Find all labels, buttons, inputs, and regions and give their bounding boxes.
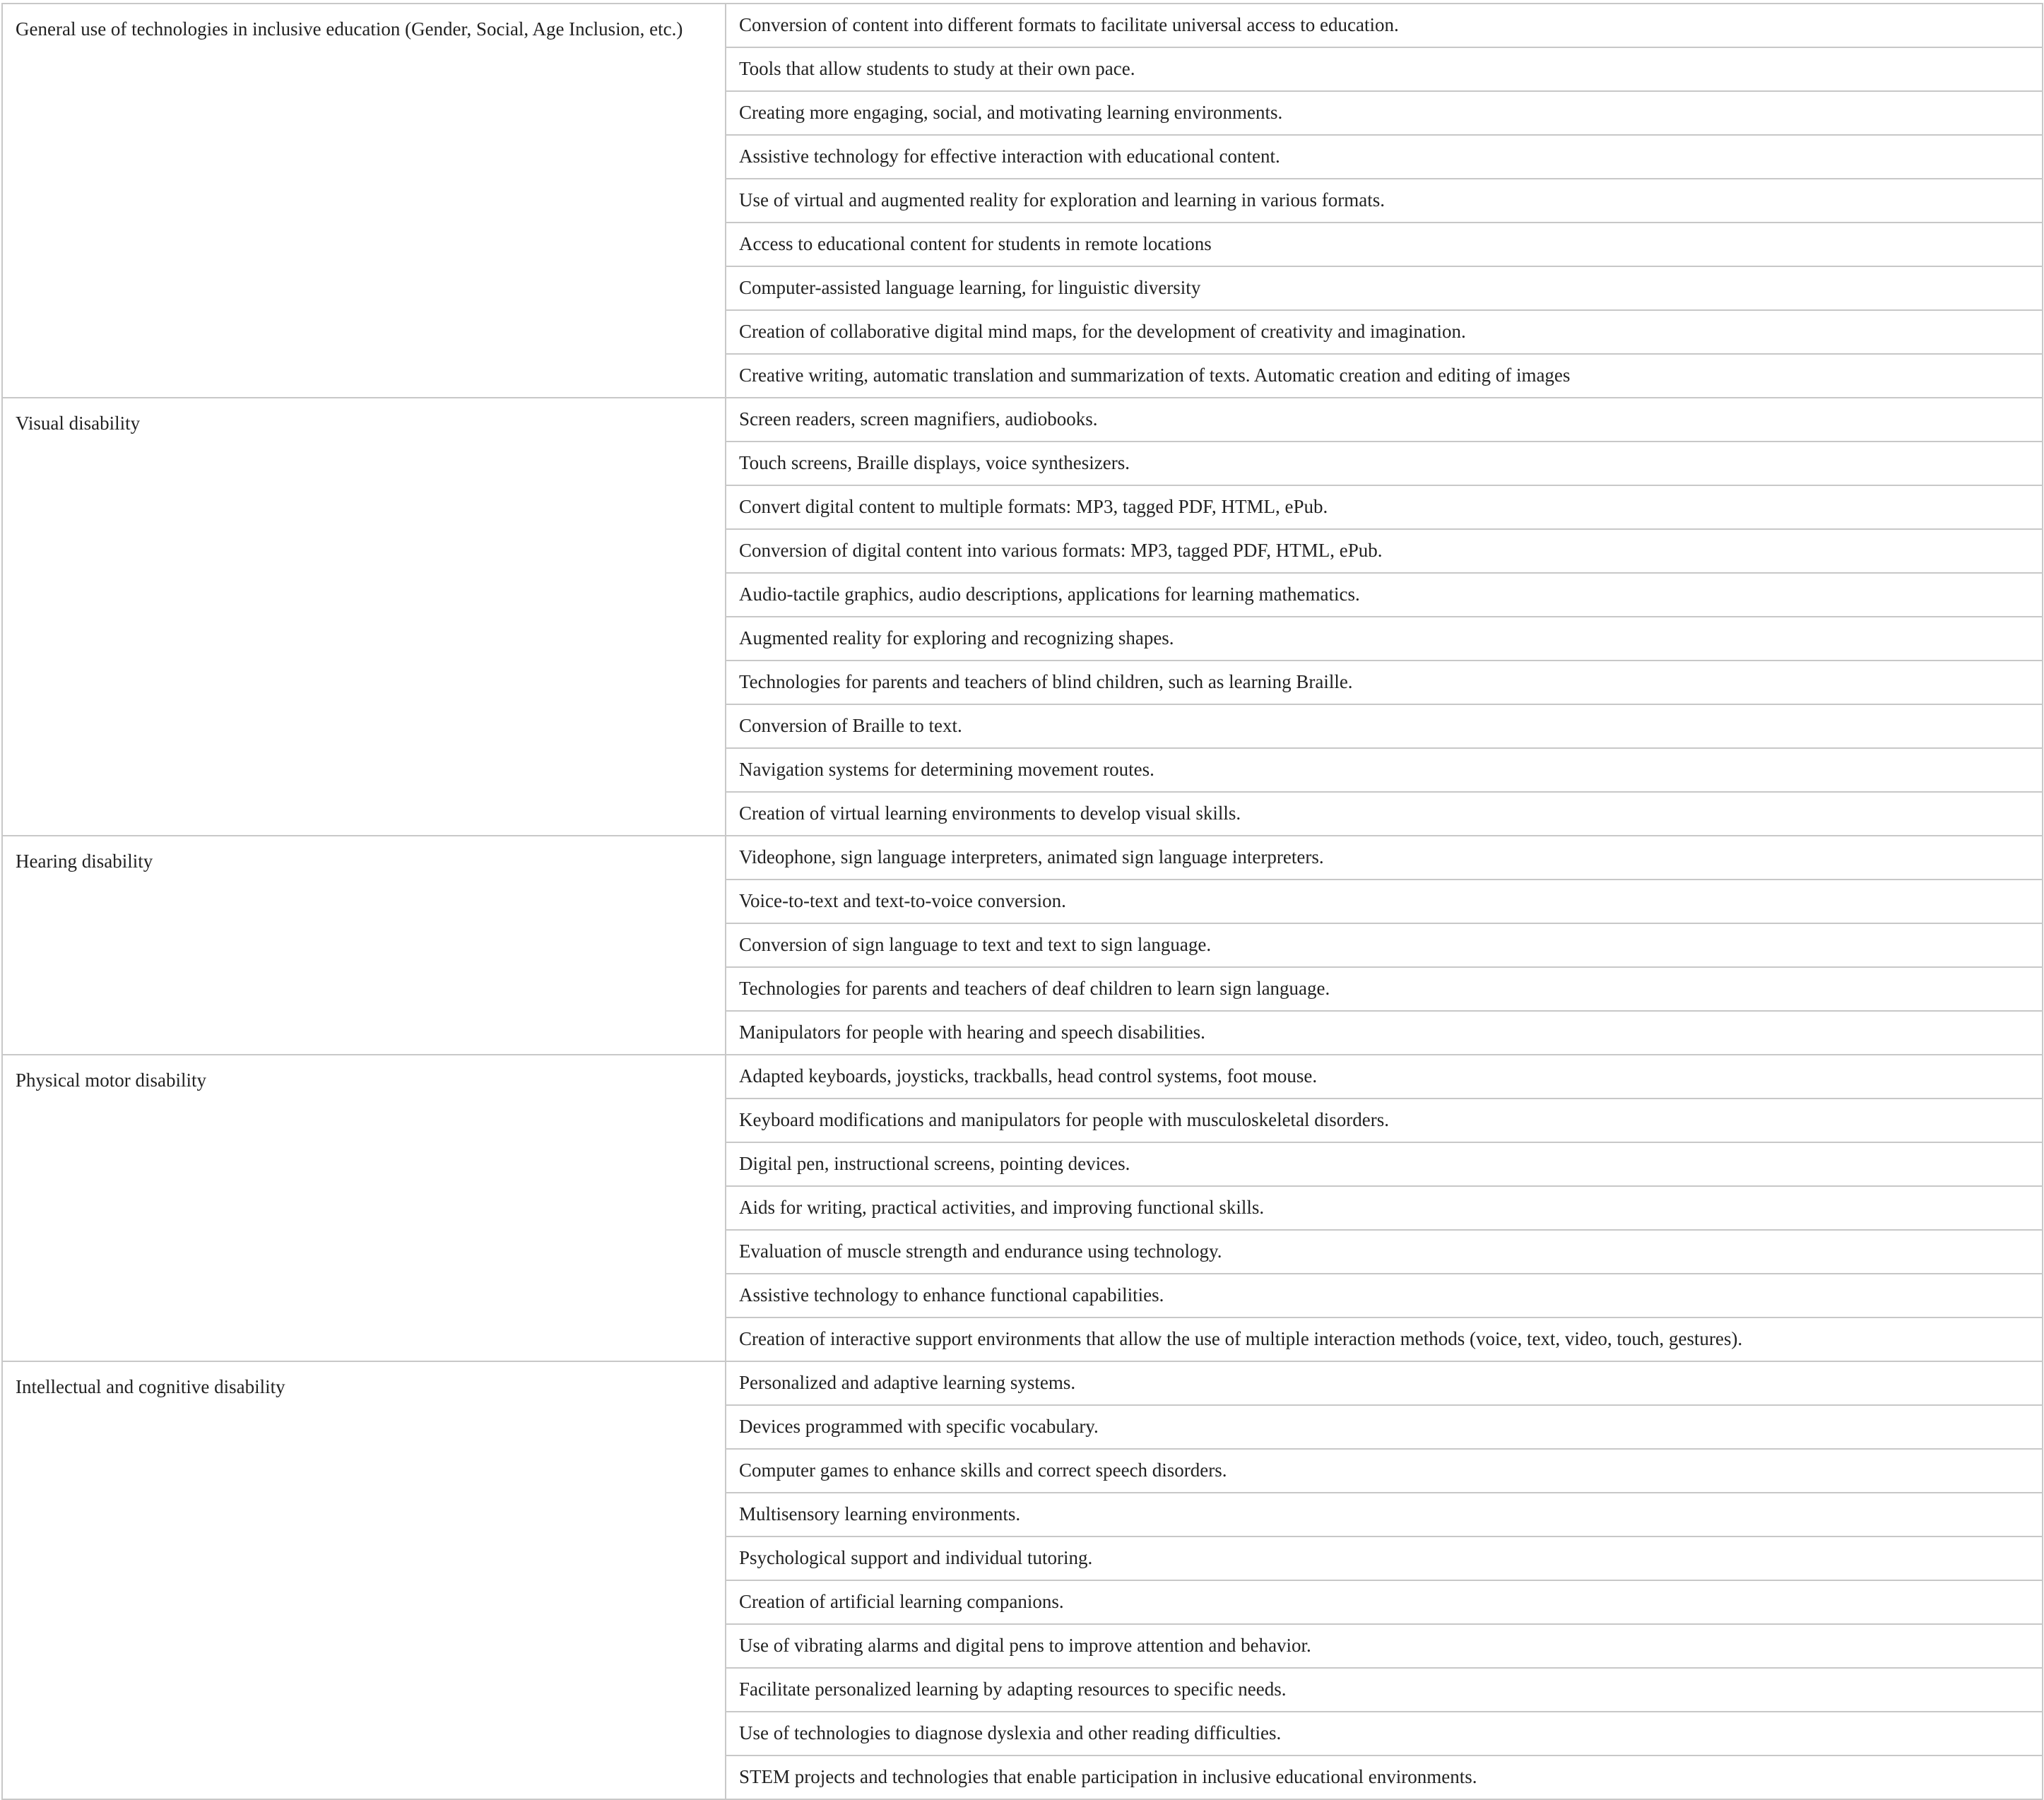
technology-item-cell: Conversion of digital content into various formats: MP3, tagged PDF, HTML, ePub.	[726, 529, 2043, 573]
technology-table-container	[1, 3, 2042, 1800]
technology-item-cell: Videophone, sign language interpreters, animated sign language interpreters.	[726, 836, 2043, 880]
technology-item-cell: Evaluation of muscle strength and endurance using technology.	[726, 1230, 2043, 1274]
technology-item-cell: Use of technologies to diagnose dyslexia and other reading difficulties.	[726, 1712, 2043, 1755]
category-cell: Hearing disability	[2, 836, 726, 1055]
technology-item-cell: Voice-to-text and text-to-voice conversion.	[726, 880, 2043, 923]
technology-item-cell: Conversion of Braille to text.	[726, 704, 2043, 748]
technology-item-cell: Assistive technology to enhance functional capabilities.	[726, 1274, 2043, 1318]
technology-item-cell: Use of virtual and augmented reality for exploration and learning in various formats.	[726, 179, 2043, 223]
technology-item-cell: Convert digital content to multiple formats: MP3, tagged PDF, HTML, ePub.	[726, 485, 2043, 529]
technology-item-cell: Creative writing, automatic translation and summarization of texts. Automatic creation and editing of images	[726, 354, 2043, 398]
technology-item-cell: Assistive technology for effective interaction with educational content.	[726, 135, 2043, 179]
technology-item-cell: Creation of collaborative digital mind maps, for the development of creativity and imagination.	[726, 310, 2043, 354]
table-row	[2, 1361, 2043, 1405]
technology-item-cell: Use of vibrating alarms and digital pens to improve attention and behavior.	[726, 1624, 2043, 1668]
technology-item-cell: Creation of artificial learning companions.	[726, 1580, 2043, 1624]
category-cell: Physical motor disability	[2, 1055, 726, 1361]
table-body	[2, 4, 2043, 1799]
technology-item-cell: Manipulators for people with hearing and speech disabilities.	[726, 1011, 2043, 1055]
technology-table	[1, 3, 2043, 1800]
technology-item-cell: Audio-tactile graphics, audio descriptions, applications for learning mathematics.	[726, 573, 2043, 617]
technology-item-cell: Conversion of sign language to text and text to sign language.	[726, 923, 2043, 967]
technology-item-cell: Devices programmed with specific vocabulary.	[726, 1405, 2043, 1449]
technology-item-cell: Psychological support and individual tutoring.	[726, 1536, 2043, 1580]
technology-item-cell: Digital pen, instructional screens, pointing devices.	[726, 1142, 2043, 1186]
technology-item-cell: Conversion of content into different formats to facilitate universal access to education.	[726, 4, 2043, 47]
technology-item-cell: Multisensory learning environments.	[726, 1493, 2043, 1536]
category-cell: Visual disability	[2, 398, 726, 836]
table-row	[2, 398, 2043, 442]
technology-item-cell: Creating more engaging, social, and motivating learning environments.	[726, 91, 2043, 135]
technology-item-cell: Adapted keyboards, joysticks, trackballs, head control systems, foot mouse.	[726, 1055, 2043, 1099]
technology-item-cell: Computer-assisted language learning, for linguistic diversity	[726, 266, 2043, 310]
technology-item-cell: Computer games to enhance skills and correct speech disorders.	[726, 1449, 2043, 1493]
technology-item-cell: Technologies for parents and teachers of blind children, such as learning Braille.	[726, 661, 2043, 704]
technology-item-cell: Navigation systems for determining movement routes.	[726, 748, 2043, 792]
technology-item-cell: Touch screens, Braille displays, voice synthesizers.	[726, 442, 2043, 485]
technology-item-cell: Personalized and adaptive learning systems.	[726, 1361, 2043, 1405]
technology-item-cell: Access to educational content for students in remote locations	[726, 223, 2043, 266]
technology-item-cell: Creation of interactive support environments that allow the use of multiple interaction methods (voice, text, video, touch, gestures).	[726, 1318, 2043, 1361]
technology-item-cell: Augmented reality for exploring and recognizing shapes.	[726, 617, 2043, 661]
technology-item-cell: Aids for writing, practical activities, and improving functional skills.	[726, 1186, 2043, 1230]
table-row	[2, 4, 2043, 47]
technology-item-cell: STEM projects and technologies that enable participation in inclusive educational environments.	[726, 1755, 2043, 1799]
category-cell: General use of technologies in inclusive education (Gender, Social, Age Inclusion, etc.)	[2, 4, 726, 398]
technology-item-cell: Technologies for parents and teachers of deaf children to learn sign language.	[726, 967, 2043, 1011]
technology-item-cell: Facilitate personalized learning by adapting resources to specific needs.	[726, 1668, 2043, 1712]
technology-item-cell: Tools that allow students to study at their own pace.	[726, 47, 2043, 91]
technology-item-cell: Screen readers, screen magnifiers, audiobooks.	[726, 398, 2043, 442]
table-row	[2, 836, 2043, 880]
technology-item-cell: Creation of virtual learning environments to develop visual skills.	[726, 792, 2043, 836]
category-cell: Intellectual and cognitive disability	[2, 1361, 726, 1799]
technology-item-cell: Keyboard modifications and manipulators for people with musculoskeletal disorders.	[726, 1099, 2043, 1142]
table-row	[2, 1055, 2043, 1099]
